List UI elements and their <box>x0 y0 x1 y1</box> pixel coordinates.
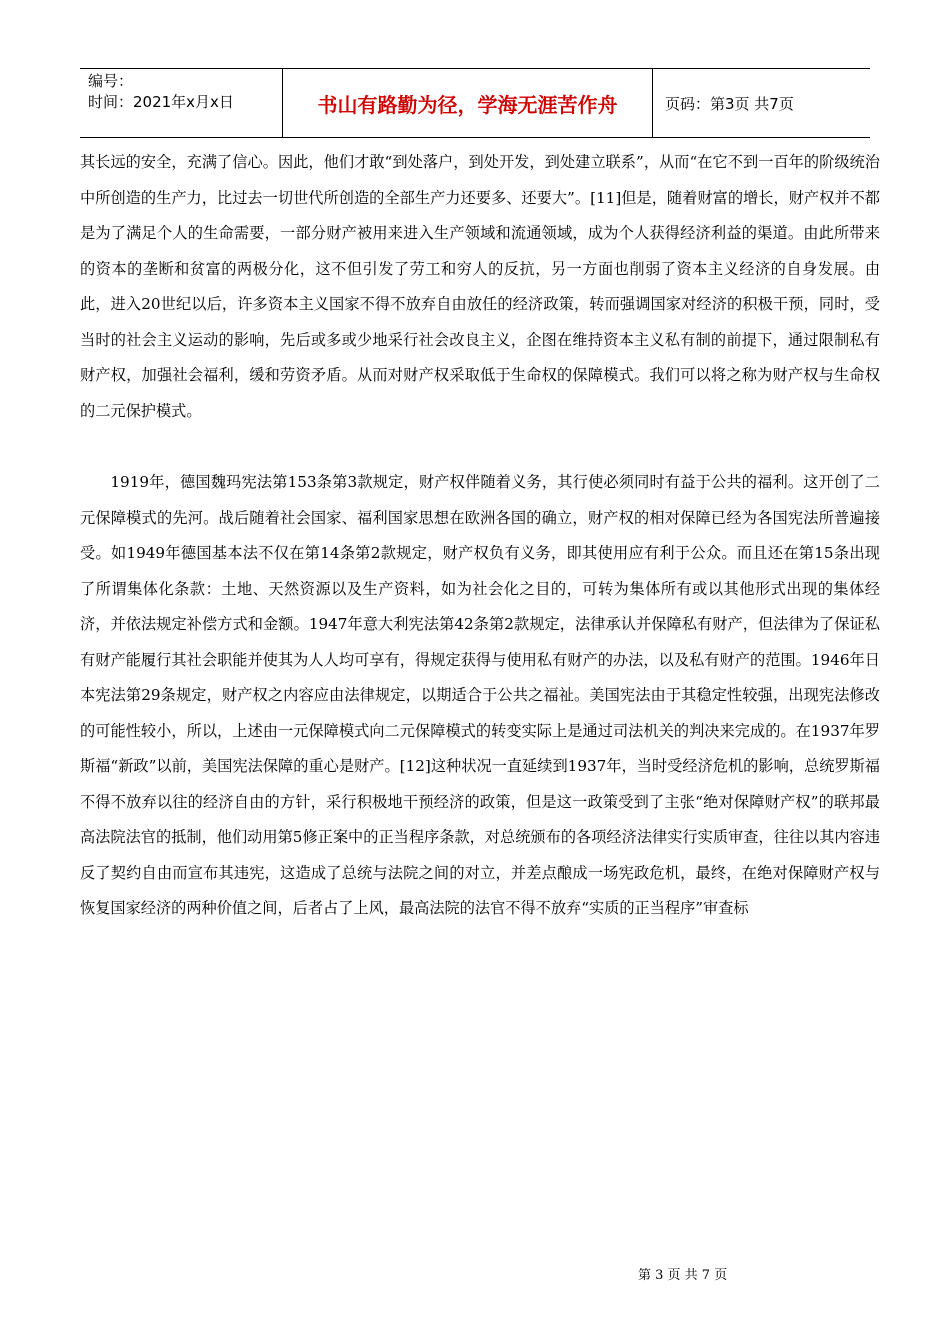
date-label: 时间：2021年x月x日 <box>88 93 234 111</box>
header-page-label: 页码：第3页 共7页 <box>665 94 794 113</box>
paragraph-2-text: 1919年，德国魏玛宪法第153条第3款规定，财产权伴随着义务，其行使必须同时有益于公共的福利。这开创了二元保障模式的先河。战后随着社会国家、福利国家思想在欧洲各国的确立，财产权的相对保障已经为各国宪法所普遍接受。如1949年德国基本法不仅在第14条第2款规定，财产权负有义务，即其使用应有利于公众。而且还在第15条出现了所谓集体化条款：土地、天然资源以及生产资料，如为社会化之目的，可转为集体所有或以其他形式出现的集体经济，并依法规定补偿方式和金额。1947年意大利宪法第42条第2款规定，法律承认并保障私有财产，但法律为了保证私有财产能履行其社会职能并使其为人人均可享有，得规定获得与使用私有财产的办法，以及私有财产的范围。1946年日本宪法第29条规定，财产权之内容应由法律规定，以期适合于公共之福祉。美国宪法由于其稳定性较强，出现宪法修改的可能性较小，所以，上述由一元保障模式向二元保障模式的转变实际上是通过司法机关的判决来完成的。在1937年罗斯福“新政”以前，美国宪法保障的重心是财产。[12]这种状况一直延续到1937年，当时受经济危机的影响，总统罗斯福不得不放弃以往的经济自由的方针，采行积极地干预经济的政策，但是这一政策受到了主张“绝对保障财产权”的联邦最高法院法官的抵制，他们动用第5修正案中的正当程序条款，对总统颁布的各项经济法律实行实质审查，往往以其内容违反了契约自由而宣布其违宪，这造成了总统与法院之间的对立，并差点酿成一场宪政危机，最终，在绝对保障财产权与恢复国家经济的两种价值之间，后者占了上风，最高法院的法官不得不放弃“实质的正当程序”审查标 <box>80 473 880 917</box>
document-body <box>80 145 880 927</box>
paragraph-2 <box>80 465 880 927</box>
header-meta <box>80 69 283 137</box>
page-footer: 第 3 页 共 7 页 <box>638 1268 728 1283</box>
paragraph-1: 其长远的安全，充满了信心。因此，他们才敢“到处落户，到处开发，到处建立联系”，从而“在它不到一百年的阶级统治中所创造的生产力，比过去一切世代所创造的全部生产力还要多、还要大”。[11]但是，随着财富的增长，财产权并不都是为了满足个人的生命需要，一部分财产被用来进入生产领域和流通领域，成为个人获得经济利益的渠道。由此所带来的资本的垄断和贫富的两极分化，这不但引发了劳工和穷人的反抗，另一方面也削弱了资本主义经济的自身发展。由此，进入20世纪以后，许多资本主义国家不得不放弃自由放任的经济政策，转而强调国家对经济的积极干预，同时，受当时的社会主义运动的影响，先后或多或少地采行社会改良主义，企图在维持资本主义私有制的前提下，通过限制私有财产权，加强社会福利，缓和劳资矛盾。从而对财产权采取低于生命权的保障模式。我们可以将之称为财产权与生命权的二元保护模式。 <box>80 153 880 420</box>
page-header <box>80 68 870 138</box>
header-motto: 书山有路勤为径，学海无涯苦作舟 <box>283 69 653 137</box>
number-label: 编号： <box>88 72 134 90</box>
